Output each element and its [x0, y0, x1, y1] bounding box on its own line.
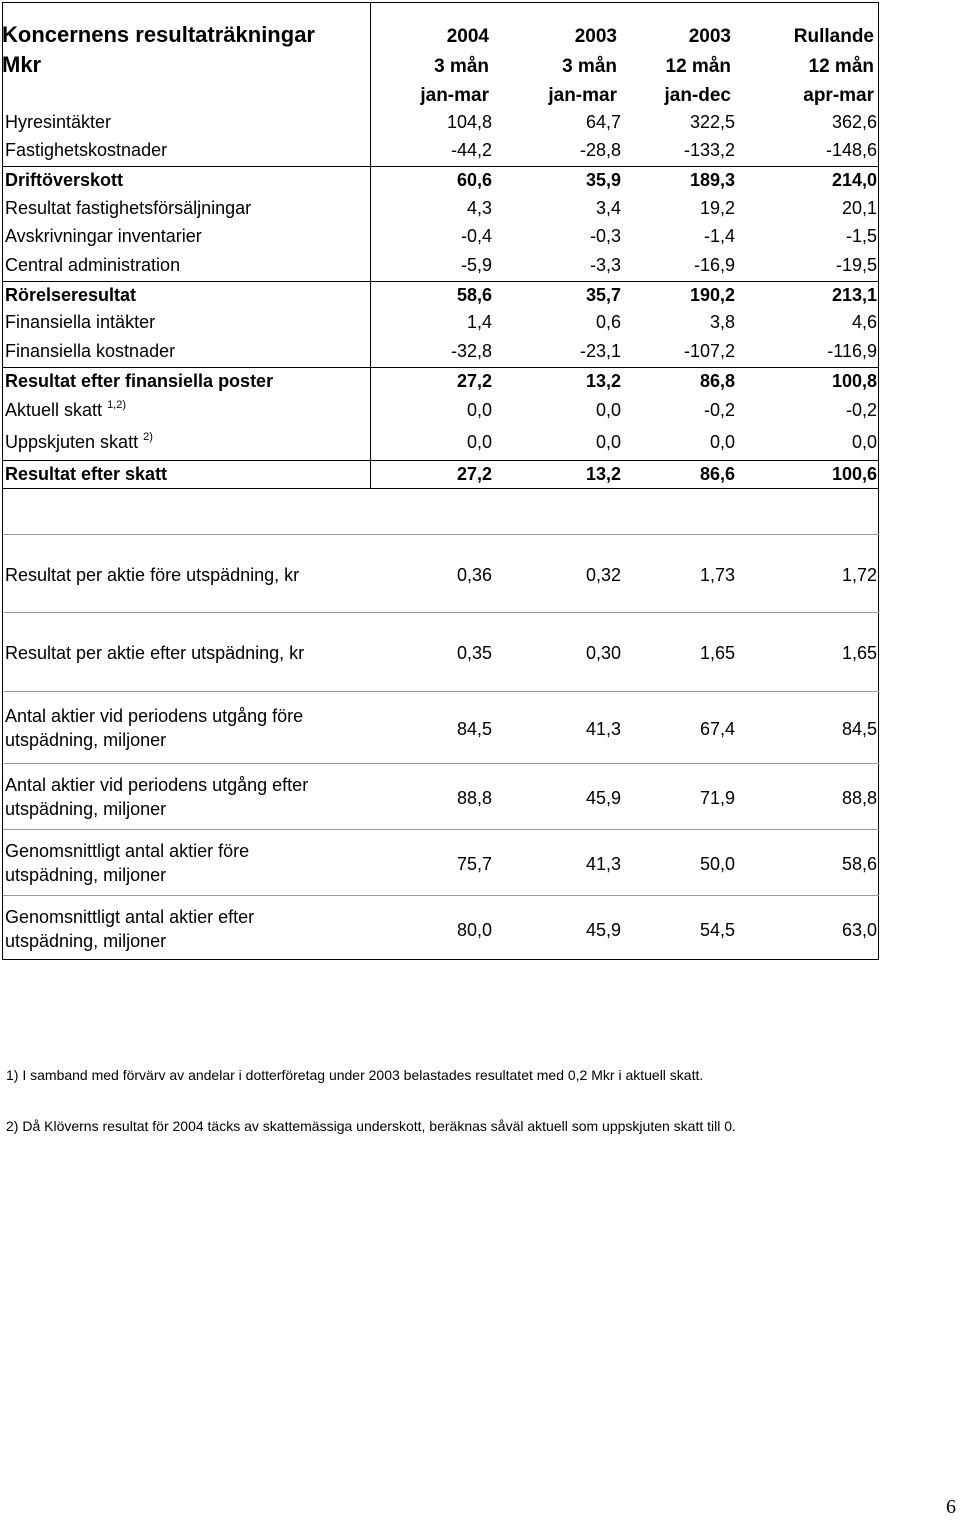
section-divider: [3, 534, 879, 535]
row-value: -1,5: [845, 226, 877, 246]
row-value: 1,65: [699, 643, 735, 663]
row-label: Rörelseresultat: [5, 285, 137, 305]
row-label-text: Uppskjuten skatt: [5, 432, 139, 452]
row-value: 54,5: [699, 920, 735, 940]
row-label: [5, 431, 153, 453]
row-value: 27,2: [456, 371, 492, 391]
col-header-months: jan-mar: [548, 85, 617, 106]
row-value: 0,32: [585, 565, 621, 585]
row-label-text: Aktuell skatt: [5, 400, 103, 420]
row-divider: [3, 166, 879, 167]
col-header-months: jan-dec: [664, 85, 731, 106]
row-value: 0,36: [456, 565, 492, 585]
col-header-months: jan-mar: [420, 85, 489, 106]
row-value: 84,5: [841, 719, 877, 739]
col-header-period: 12 mån: [665, 56, 731, 77]
row-label-cont: utspädning, miljoner: [5, 730, 167, 750]
row-label: Finansiella intäkter: [5, 312, 156, 332]
row-value: 86,6: [699, 464, 735, 484]
col-header-months: apr-mar: [803, 85, 874, 106]
row-value: 0,35: [456, 643, 492, 663]
row-value: 60,6: [456, 170, 492, 190]
row-value: 41,3: [585, 854, 621, 874]
row-value: 0,30: [585, 643, 621, 663]
row-value: 13,2: [585, 464, 621, 484]
row-value: 0,6: [595, 312, 621, 332]
row-value: 100,8: [831, 371, 877, 391]
row-label: Resultat per aktie efter utspädning, kr: [5, 643, 305, 663]
col-header-year: 2004: [446, 26, 489, 47]
row-value: 1,72: [841, 565, 877, 585]
footnote: 2) Då Klöverns resultat för 2004 täcks av skattemässiga underskott, beräknas såväl aktuell som uppskjuten skatt till 0.: [6, 1118, 736, 1134]
row-value: 35,7: [585, 285, 621, 305]
section-divider: [3, 691, 879, 692]
row-value: 322,5: [689, 112, 735, 132]
row-value: 63,0: [841, 920, 877, 940]
row-label: Genomsnittligt antal aktier före: [5, 841, 250, 861]
row-value: 3,8: [709, 312, 735, 332]
row-value: -0,3: [589, 226, 621, 246]
row-label: Genomsnittligt antal aktier efter: [5, 907, 255, 927]
row-value: 41,3: [585, 719, 621, 739]
row-value: -0,2: [845, 400, 877, 420]
row-value: 64,7: [585, 112, 621, 132]
row-divider: [3, 281, 879, 282]
row-label: Resultat efter skatt: [5, 464, 168, 484]
page-number: 6: [946, 1496, 956, 1518]
row-label: Resultat per aktie före utspädning, kr: [5, 565, 300, 585]
row-value: 1,4: [466, 312, 492, 332]
section-divider: [3, 829, 879, 830]
row-value: -1,4: [703, 226, 735, 246]
section-divider: [3, 763, 879, 764]
row-value: 50,0: [699, 854, 735, 874]
row-label-cont: utspädning, miljoner: [5, 799, 167, 819]
column-divider: [370, 2, 371, 488]
row-value: -3,3: [589, 255, 621, 275]
row-label: Resultat efter finansiella poster: [5, 371, 274, 391]
row-value: 214,0: [831, 170, 877, 190]
row-value: -0,4: [460, 226, 492, 246]
row-label: Antal aktier vid periodens utgång efter: [5, 775, 309, 795]
row-label: [5, 399, 126, 421]
row-value: 58,6: [841, 854, 877, 874]
row-value: 1,65: [841, 643, 877, 663]
row-label: Avskrivningar inventarier: [5, 226, 202, 246]
row-value: 67,4: [699, 719, 735, 739]
row-value: -116,9: [827, 341, 877, 361]
row-label-cont: utspädning, miljoner: [5, 931, 167, 951]
row-value: -32,8: [450, 341, 492, 361]
row-value: 35,9: [585, 170, 621, 190]
row-value: -28,8: [579, 140, 621, 160]
row-value: -107,2: [683, 341, 735, 361]
row-value: 189,3: [689, 170, 735, 190]
row-label: Fastighetskostnader: [5, 140, 168, 160]
row-value: -44,2: [450, 140, 492, 160]
row-value: 0,0: [851, 432, 877, 452]
row-value: 362,6: [831, 112, 877, 132]
row-value: 0,0: [595, 432, 621, 452]
footnote: 1) I samband med förvärv av andelar i dotterföretag under 2003 belastades resultatet med 0,2 Mkr i aktuell skatt.: [6, 1067, 704, 1083]
table-unit: Mkr: [2, 52, 42, 77]
row-value: 13,2: [585, 371, 621, 391]
row-value: 88,8: [456, 788, 492, 808]
row-value: 4,6: [851, 312, 877, 332]
row-value: 45,9: [585, 788, 621, 808]
row-value: 0,0: [595, 400, 621, 420]
row-label-cont: utspädning, miljoner: [5, 865, 167, 885]
row-value: 20,1: [841, 198, 877, 218]
row-value: -133,2: [683, 140, 735, 160]
col-header-year: Rullande: [793, 26, 874, 47]
row-value: 0,0: [466, 400, 492, 420]
row-value: 3,4: [595, 198, 621, 218]
row-value: 190,2: [689, 285, 735, 305]
col-header-period: 3 mån: [562, 56, 617, 77]
row-value: 71,9: [699, 788, 735, 808]
footnote-ref: 2): [143, 431, 153, 443]
row-value: 213,1: [831, 285, 877, 305]
row-value: -148,6: [825, 140, 877, 160]
row-label: Hyresintäkter: [5, 112, 112, 132]
row-divider: [3, 460, 879, 461]
row-value: 58,6: [456, 285, 492, 305]
row-value: 45,9: [585, 920, 621, 940]
section-divider: [3, 612, 879, 613]
row-value: 86,8: [699, 371, 735, 391]
row-value: 100,6: [831, 464, 877, 484]
row-value: -16,9: [693, 255, 735, 275]
row-value: 1,73: [699, 565, 735, 585]
row-value: -23,1: [579, 341, 621, 361]
row-label: Driftöverskott: [5, 170, 124, 190]
row-label: Central administration: [5, 255, 181, 275]
row-value: 75,7: [456, 854, 492, 874]
col-header-year: 2003: [574, 26, 617, 47]
row-divider: [3, 488, 879, 489]
row-value: -5,9: [460, 255, 492, 275]
row-divider: [3, 367, 879, 368]
row-value: 0,0: [466, 432, 492, 452]
row-value: 104,8: [446, 112, 492, 132]
section-divider: [3, 895, 879, 896]
row-label: Antal aktier vid periodens utgång före: [5, 706, 304, 726]
row-value: 27,2: [456, 464, 492, 484]
row-value: 84,5: [456, 719, 492, 739]
row-value: 19,2: [699, 198, 735, 218]
col-header-year: 2003: [688, 26, 731, 47]
col-header-period: 12 mån: [808, 56, 874, 77]
col-header-period: 3 mån: [434, 56, 489, 77]
row-label: Finansiella kostnader: [5, 341, 176, 361]
row-value: 0,0: [709, 432, 735, 452]
row-label: Resultat fastighetsförsäljningar: [5, 198, 252, 218]
table-title: Koncernens resultaträkningar: [2, 22, 315, 47]
row-value: 4,3: [466, 198, 492, 218]
footnote-ref: 1,2): [107, 399, 127, 411]
row-value: 80,0: [456, 920, 492, 940]
row-value: -19,5: [835, 255, 877, 275]
row-value: -0,2: [703, 400, 735, 420]
row-value: 88,8: [841, 788, 877, 808]
